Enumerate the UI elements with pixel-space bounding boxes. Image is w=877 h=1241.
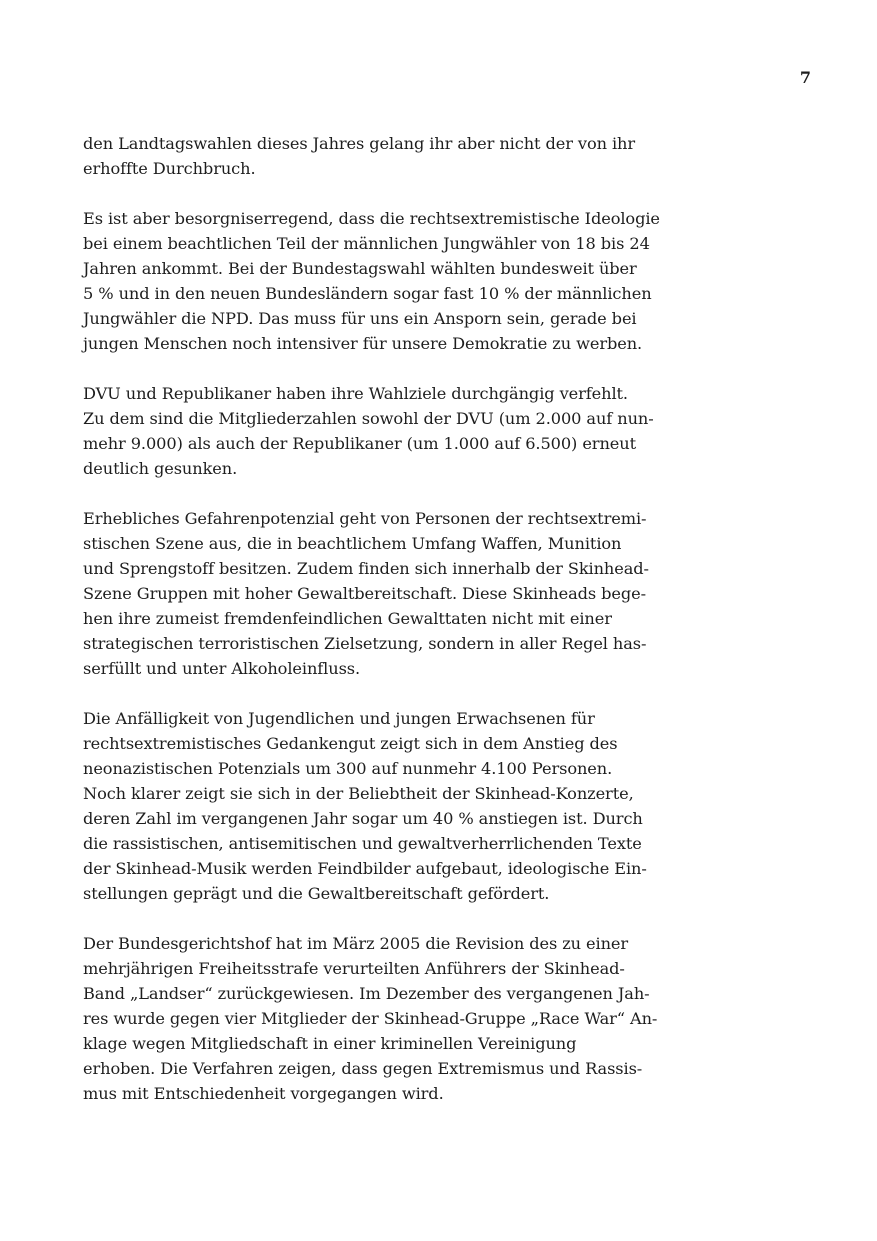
text-line: Band „Landser“ zurückgewiesen. Im Dezember des vergangenen Jah-	[83, 984, 650, 1003]
page-number: 7	[799, 68, 811, 87]
text-line: mehrjährigen Freiheitsstrafe verurteilten Anführers der Skinhead-	[83, 959, 625, 978]
text-line: Noch klarer zeigt sie sich in der Beliebtheit der Skinhead-Konzerte,	[83, 784, 634, 803]
text-line: rechtsextremistisches Gedankengut zeigt sich in dem Anstieg des	[83, 734, 618, 753]
text-line: Zu dem sind die Mitgliederzahlen sowohl der DVU (um 2.000 auf nun-	[83, 409, 654, 428]
paragraph-jugendliche	[83, 706, 653, 906]
text-line: erhoben. Die Verfahren zeigen, dass gegen Extremismus und Rassis-	[83, 1059, 643, 1078]
text-line: 5 % und in den neuen Bundesländern sogar fast 10 % der männlichen	[83, 284, 652, 303]
text-line: erhoffte Durchbruch.	[83, 159, 256, 178]
body-text	[83, 131, 660, 1131]
text-line: den Landtagswahlen dieses Jahres gelang ihr aber nicht der von ihr	[83, 134, 636, 153]
text-line: klage wegen Mitgliedschaft in einer kriminellen Vereinigung	[83, 1034, 577, 1053]
paragraph-landtagswahlen	[83, 131, 653, 181]
text-line: mehr 9.000) als auch der Republikaner (um 1.000 auf 6.500) erneut	[83, 434, 636, 453]
text-line: neonazistischen Potenzials um 300 auf nunmehr 4.100 Personen.	[83, 759, 613, 778]
text-line: mus mit Entschiedenheit vorgegangen wird.	[83, 1084, 444, 1103]
text-line: Jahren ankommt. Bei der Bundestagswahl wählten bundesweit über	[83, 259, 637, 278]
text-line: deutlich gesunken.	[83, 459, 238, 478]
paragraph-bundesgerichtshof	[83, 931, 658, 1106]
paragraph-dvu-republikaner	[83, 381, 653, 481]
text-line: Erhebliches Gefahrenpotenzial geht von Personen der rechtsextremi-	[83, 509, 647, 528]
text-line: hen ihre zumeist fremdenfeindlichen Gewalttaten nicht mit einer	[83, 609, 612, 628]
text-line: stischen Szene aus, die in beachtlichem Umfang Waffen, Munition	[83, 534, 622, 553]
text-line: und Sprengstoff besitzen. Zudem finden sich innerhalb der Skinhead-	[83, 559, 649, 578]
text-line: serfüllt und unter Alkoholeinfluss.	[83, 659, 361, 678]
text-line: Szene Gruppen mit hoher Gewaltbereitschaft. Diese Skinheads bege-	[83, 584, 647, 603]
text-line: jungen Menschen noch intensiver für unsere Demokratie zu werben.	[83, 334, 643, 353]
text-line: stellungen geprägt und die Gewaltbereitschaft gefördert.	[83, 884, 550, 903]
paragraph-gefahrenpotenzial	[83, 506, 653, 681]
text-line: deren Zahl im vergangenen Jahr sogar um 40 % anstiegen ist. Durch	[83, 809, 643, 828]
text-line: Die Anfälligkeit von Jugendlichen und jungen Erwachsenen für	[83, 709, 595, 728]
text-line: bei einem beachtlichen Teil der männlichen Jungwähler von 18 bis 24	[83, 234, 650, 253]
text-line: res wurde gegen vier Mitglieder der Skinhead-Gruppe „Race War“ An-	[83, 1009, 658, 1028]
text-line: DVU und Republikaner haben ihre Wahlziele durchgängig verfehlt.	[83, 384, 628, 403]
paragraph-jungwaehler	[83, 206, 660, 356]
text-line: Jungwähler die NPD. Das muss für uns ein Ansporn sein, gerade bei	[83, 309, 637, 328]
text-line: die rassistischen, antisemitischen und gewaltverherrlichenden Texte	[83, 834, 642, 853]
text-line: strategischen terroristischen Zielsetzung, sondern in aller Regel has-	[83, 634, 647, 653]
text-line: Es ist aber besorgniserregend, dass die rechtsextremistische Ideologie	[83, 209, 660, 228]
text-line: Der Bundesgerichtshof hat im März 2005 die Revision des zu einer	[83, 934, 629, 953]
text-line: der Skinhead-Musik werden Feindbilder aufgebaut, ideologische Ein-	[83, 859, 647, 878]
